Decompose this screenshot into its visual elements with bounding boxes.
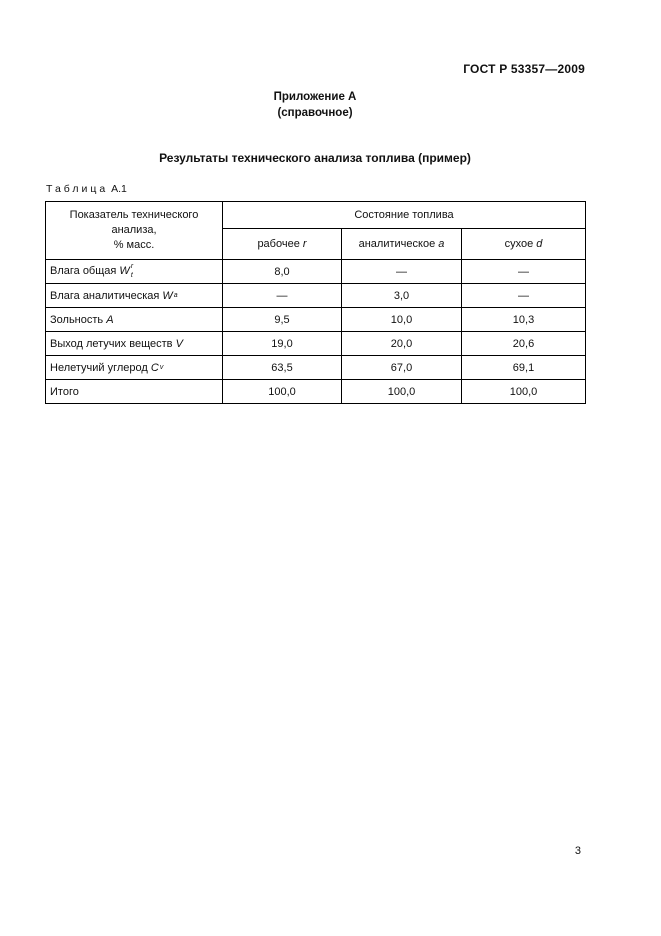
row-label-total-moisture: [46, 260, 223, 284]
table-caption: [46, 183, 127, 195]
row-symbol-indices: [174, 292, 178, 300]
column-header-working: [223, 229, 342, 260]
row-symbol: V: [175, 337, 183, 350]
row-symbol: A: [106, 313, 114, 326]
row-label-analytical-moisture: [46, 284, 223, 308]
table-row: [46, 308, 586, 332]
row-symbol-subscript: v: [159, 363, 164, 371]
cell-value: 9,5: [223, 308, 342, 332]
cell-value: 10,3: [462, 308, 586, 332]
standard-code: ГОСТ Р 53357—2009: [463, 62, 585, 76]
row-label-text: Нелетучий углерод: [50, 361, 151, 374]
row-label-text: Зольность: [50, 313, 107, 326]
column-header-analytical-text: аналитическое: [358, 237, 439, 250]
row-label-total: [46, 380, 223, 404]
row-symbol-indices: [160, 364, 164, 372]
cell-value: 69,1: [462, 356, 586, 380]
cell-value: 20,0: [342, 332, 462, 356]
cell-value: —: [342, 260, 462, 284]
cell-value: 19,0: [223, 332, 342, 356]
column-header-dry-text: сухое: [504, 237, 537, 250]
column-header-analytical: [342, 229, 462, 260]
table-caption-label: Таблица: [46, 183, 109, 195]
cell-value: —: [223, 284, 342, 308]
table-row: [46, 284, 586, 308]
appendix-subtitle: (справочное): [277, 106, 353, 119]
row-label-text: Влага аналитическая: [50, 289, 163, 302]
table-row: [46, 356, 586, 380]
column-header-working-symbol: r: [302, 237, 307, 250]
row-label-ash: [46, 308, 223, 332]
row-symbol: W: [119, 265, 130, 278]
cell-value: 3,0: [342, 284, 462, 308]
cell-value: 67,0: [342, 356, 462, 380]
column-group-header-fuel-state: Состояние топлива: [223, 202, 586, 229]
section-title: Результаты технического анализа топлива (пример): [159, 151, 471, 165]
row-symbol-indices: [131, 263, 133, 279]
cell-value: 100,0: [462, 380, 586, 404]
page-number: 3: [574, 845, 581, 857]
column-header-indicator-line1: Показатель технического анализа,: [69, 209, 199, 237]
row-label-text: Выход летучих веществ: [50, 337, 176, 350]
column-header-dry-symbol: d: [536, 237, 543, 250]
table-header-row-group: [46, 202, 586, 229]
row-symbol: C: [150, 361, 159, 374]
column-header-dry: [462, 229, 586, 260]
cell-value: 63,5: [223, 356, 342, 380]
cell-value: —: [462, 284, 586, 308]
appendix-title: Приложение А: [273, 91, 357, 103]
table-row: [46, 260, 586, 284]
row-symbol: W: [162, 289, 173, 302]
column-header-working-text: рабочее: [257, 237, 303, 250]
cell-value: 100,0: [223, 380, 342, 404]
row-label-text: Итого: [50, 385, 79, 398]
table-row: [46, 380, 586, 404]
cell-value: —: [462, 260, 586, 284]
content-column: [45, 0, 585, 936]
row-symbol-superscript: a: [173, 291, 178, 299]
row-label-nonvolatile-carbon: [46, 356, 223, 380]
row-label-text: Влага общая: [50, 265, 120, 278]
row-symbol-subscript: t: [130, 271, 133, 279]
analysis-results-table: [45, 201, 586, 404]
cell-value: 10,0: [342, 308, 462, 332]
appendix-heading: [45, 90, 585, 121]
cell-value: 100,0: [342, 380, 462, 404]
table-caption-number: А.1: [111, 183, 127, 195]
row-label-volatile-matter: [46, 332, 223, 356]
column-header-indicator: [46, 202, 223, 260]
row-symbol-superscript: r: [130, 263, 134, 271]
column-header-indicator-line2: % масс.: [113, 238, 155, 251]
table-row: [46, 332, 586, 356]
cell-value: 8,0: [223, 260, 342, 284]
column-header-analytical-symbol: a: [438, 237, 445, 250]
cell-value: 20,6: [462, 332, 586, 356]
